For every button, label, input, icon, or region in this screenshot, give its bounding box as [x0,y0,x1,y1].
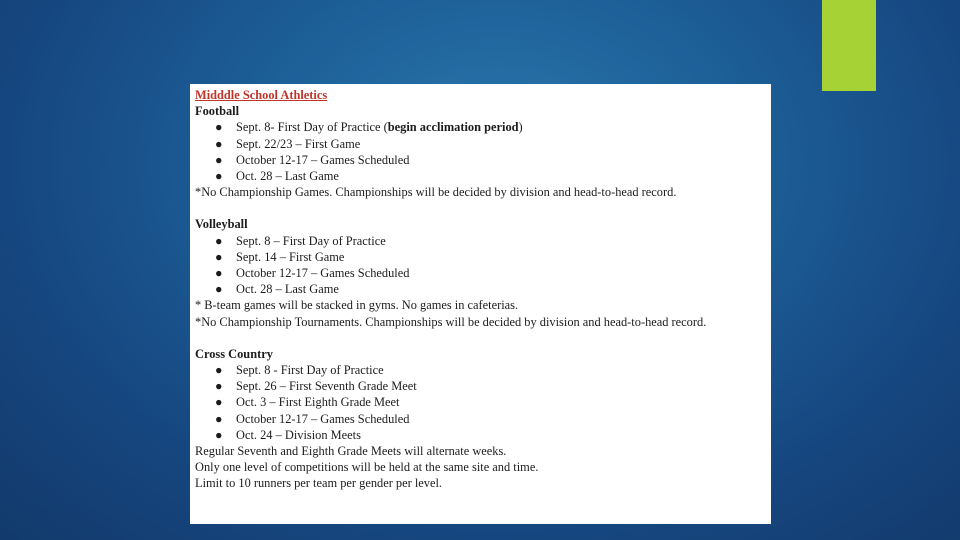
spacer [195,330,765,346]
cross-country-heading: Cross Country [195,346,273,361]
list-item: ● Sept. 8- First Day of Practice (begin acclimation period) [215,120,523,135]
volleyball-heading: Volleyball [195,217,248,232]
volleyball-note: * B-team games will be stacked in gyms. No games in cafeterias. [195,298,519,313]
cross-country-note: Only one level of competitions will be held at the same site and time. [195,460,539,475]
document-title: Midddle School Athletics [195,88,328,102]
cross-country-list [195,362,765,443]
bullet-icon: ● [215,169,223,184]
bullet-icon: ● [215,233,223,248]
football-note: *No Championship Games. Championships will be decided by division and head-to-head record. [195,185,677,200]
bullet-icon: ● [215,395,223,410]
athletics-document [190,84,771,524]
list-item: ● Oct. 28 – Last Game [215,169,339,184]
football-list [195,119,765,184]
volleyball-list [195,233,765,298]
list-item: ● Oct. 3 – First Eighth Grade Meet [215,395,400,410]
bullet-icon: ● [215,249,223,264]
list-item: ● Sept. 26 – First Seventh Grade Meet [215,379,417,394]
list-item: ● Oct. 28 – Last Game [215,282,339,297]
list-item: ● October 12-17 – Games Scheduled [215,266,410,281]
football-heading: Football [195,104,240,119]
bullet-icon: ● [215,136,223,151]
bullet-icon: ● [215,152,223,167]
spacer [195,200,765,216]
volleyball-note: *No Championship Tournaments. Championships will be decided by division and head-to-head record. [195,314,707,329]
list-item: ● Oct. 24 – Division Meets [215,427,361,442]
list-item: ● Sept. 14 – First Game [215,249,345,264]
list-item: ● Sept. 8 – First Day of Practice [215,233,386,248]
list-item: ● October 12-17 – Games Scheduled [215,152,410,167]
bullet-icon: ● [215,411,223,426]
accent-bar [822,0,876,91]
list-item: ● Sept. 8 - First Day of Practice [215,363,384,378]
cross-country-note: Regular Seventh and Eighth Grade Meets will alternate weeks. [195,444,507,459]
bullet-icon: ● [215,379,223,394]
bullet-icon: ● [215,363,223,378]
bullet-icon: ● [215,120,223,135]
bullet-icon: ● [215,427,223,442]
list-item: ● October 12-17 – Games Scheduled [215,411,410,426]
list-item: ● Sept. 22/23 – First Game [215,136,361,151]
bullet-icon: ● [215,266,223,281]
bullet-icon: ● [215,282,223,297]
cross-country-note: Limit to 10 runners per team per gender per level. [195,476,443,491]
